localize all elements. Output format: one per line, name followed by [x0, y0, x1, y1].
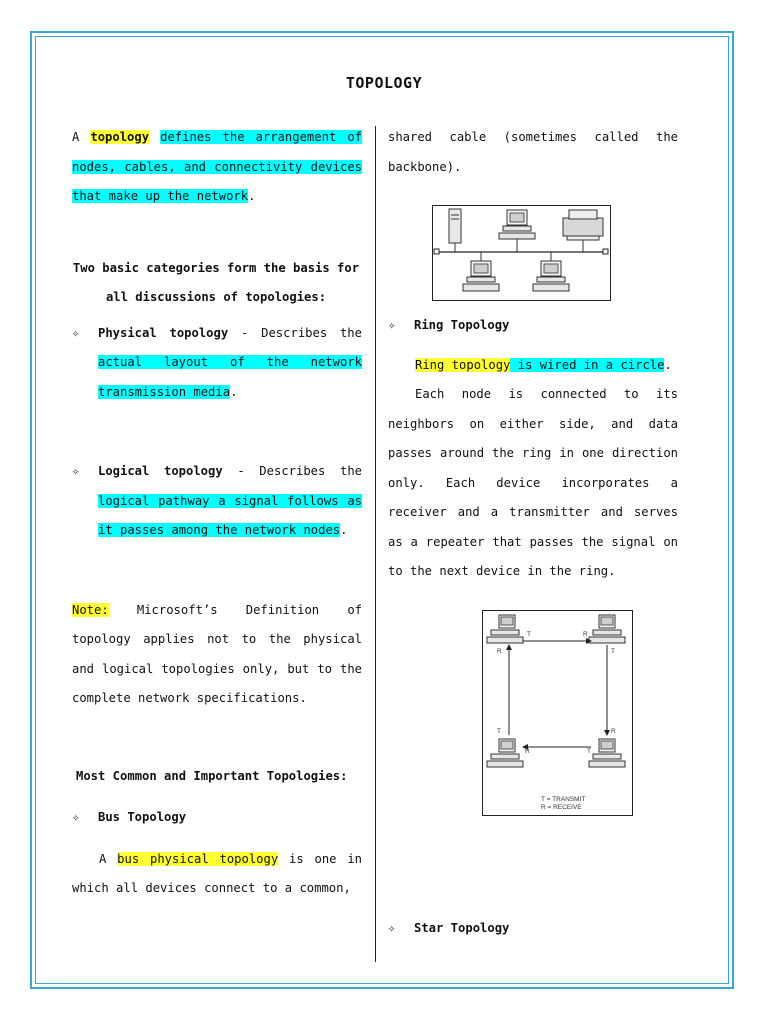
workstation-icon	[499, 210, 535, 252]
diamond-bullet-icon: ✧	[388, 318, 396, 332]
topology-definition: defines the arrangement of nodes, cables, and connectivity devices that make up the network	[72, 130, 362, 203]
workstation-icon	[487, 615, 523, 643]
logical-period: .	[340, 523, 348, 537]
topology-term: topology	[90, 130, 150, 144]
bus-continuation: shared cable (sometimes called the backbone).	[388, 130, 678, 174]
right-column	[388, 123, 678, 182]
ring-body: Each node is connected to its neighbors on either side, and data passes around the ring in one direction only. Each device incorporates a receiver and a transmitter and serves as a repeater that passes the signal on to the next device in the ring.	[388, 387, 678, 578]
star-topology-heading: Star Topology	[414, 921, 510, 935]
note-label: Note:	[72, 602, 109, 617]
bus-topology-heading: Bus Topology	[98, 810, 187, 824]
logical-dash: - Describes the	[222, 464, 362, 478]
legend-receive: R = RECEIVE	[541, 804, 582, 811]
physical-period: .	[230, 384, 238, 399]
terminator-right	[603, 249, 608, 254]
page-title: TOPOLOGY	[345, 74, 423, 92]
workstation-icon	[533, 252, 569, 291]
bus-pre: A	[99, 851, 118, 866]
label-t: T	[611, 648, 615, 655]
ring-topology-figure	[482, 610, 633, 816]
label-t: T	[497, 728, 501, 735]
ring-diagram	[483, 611, 632, 815]
column-divider	[375, 126, 376, 962]
ring-section	[388, 311, 678, 587]
common-topologies-heading: Most Common and Important Topologies:	[76, 768, 348, 783]
workstation-icon	[589, 615, 625, 643]
note-text: Microsoft’s Definition of topology applies not to the physical and logical topologies only, but to the complete network specifications.	[72, 602, 362, 705]
label-t: T	[587, 748, 591, 755]
label-r: R	[497, 648, 502, 655]
categories-heading: Two basic categories form the basis for all discussions of topologies:	[72, 260, 360, 304]
legend-transmit: T = TRANSMIT	[541, 796, 586, 803]
label-r: R	[525, 748, 530, 755]
ring-topology-item	[388, 311, 678, 341]
intro-paragraph	[72, 123, 362, 212]
ring-highlight-line	[388, 351, 678, 381]
label-r: R	[583, 631, 588, 638]
diamond-bullet-icon: ✧	[388, 921, 396, 935]
ring-period: .	[664, 357, 672, 372]
logical-highlight: logical pathway a signal follows as it passes among the network nodes	[98, 493, 362, 537]
ring-highlight-yellow: Ring topology	[415, 357, 511, 372]
label-t: T	[527, 631, 531, 638]
logical-topology-term: Logical topology	[98, 464, 223, 478]
star-topology-item	[388, 914, 678, 944]
star-section	[388, 914, 678, 944]
physical-topology-item	[72, 319, 362, 408]
intro-space	[149, 130, 160, 144]
diamond-bullet-icon: ✧	[72, 464, 80, 478]
ring-topology-heading: Ring Topology	[414, 318, 510, 332]
note-paragraph	[72, 596, 362, 714]
bus-post: is one in which all devices connect to a common,	[72, 851, 362, 895]
intro-a: A	[72, 130, 91, 144]
label-r: R	[611, 728, 616, 735]
server-icon	[449, 209, 461, 252]
diamond-bullet-icon: ✧	[72, 810, 80, 824]
logical-topology-item	[72, 457, 362, 546]
bus-highlight: bus physical topology	[117, 851, 279, 866]
diamond-bullet-icon: ✧	[72, 325, 80, 340]
printer-icon	[563, 210, 603, 252]
bus-topology-figure	[432, 205, 611, 301]
workstation-icon	[589, 739, 625, 767]
workstation-icon	[487, 739, 523, 767]
physical-dash: - Describes the	[228, 325, 362, 340]
intro-period: .	[248, 189, 256, 203]
physical-topology-term: Physical topology	[98, 325, 229, 340]
terminator-left	[434, 249, 439, 254]
bus-diagram	[433, 206, 610, 300]
left-column	[72, 123, 362, 904]
physical-highlight: actual layout of the network transmission media	[98, 355, 362, 399]
bus-paragraph	[72, 845, 362, 904]
workstation-icon	[463, 252, 499, 291]
ring-highlight-cyan: is wired in a circle	[510, 357, 665, 372]
bus-topology-item	[72, 803, 362, 833]
